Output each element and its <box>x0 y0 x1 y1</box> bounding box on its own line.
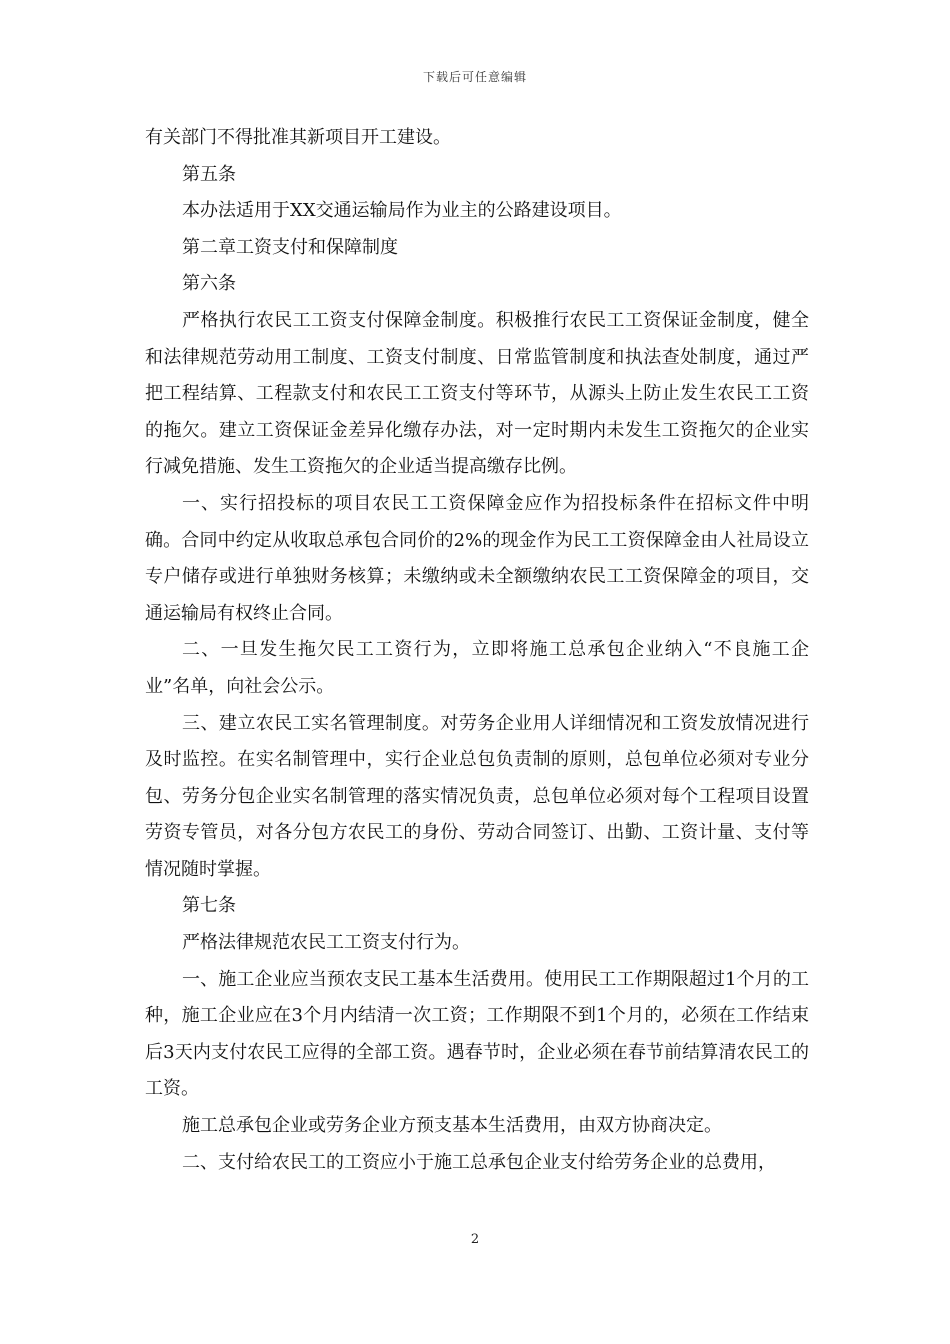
paragraph-payment-behavior: 严格法律规范农民工工资支付行为。 <box>182 932 470 954</box>
paragraph-guarantee-system: 严格执行农民工工资支付保障金制度。积极推行农民工工资保证金制度，健全和法律规范劳动用工制度、工资支付制度、日常监管制度和执法查处制度，通过严把工程结算、工程款支付和农民工工资支付等环节，从源头上防止发生农民工工资的拖欠。建立工资保证金差异化缴存办法，对一定时期内未发生工资拖欠的企业实行减免措施、发生工资拖欠的企业适当提高缴存比例。 <box>145 309 809 478</box>
paragraph-item-2-blacklist: 二、一旦发生拖欠民工工资行为，立即将施工总承包企业纳入“不良施工企业”名单，向社会公示。 <box>145 639 809 697</box>
document-body <box>145 120 809 1181</box>
paragraph-item-1-tender: 一、实行招投标的项目农民工工资保障金应作为招投标条件在招标文件中明确。合同中约定从收取总承包合同价的2%的现金作为民工工资保障金由人社局设立专户储存或进行单独财务核算；未缴纳或未全额缴纳农民工工资保障金的项目，交通运输局有权终止合同。 <box>145 492 809 624</box>
article-5-heading: 第五条 <box>182 163 236 185</box>
page-number: 2 <box>470 1232 480 1247</box>
paragraph-item-2-total-cost: 二、支付给农民工的工资应小于施工总承包企业支付给劳务企业的总费用， <box>182 1151 776 1173</box>
article-6-heading: 第六条 <box>182 273 236 295</box>
paragraph-scope: 本办法适用于XX交通运输局作为业主的公路建设项目。 <box>182 200 622 222</box>
page-header-note: 下载后可任意编辑 <box>422 70 527 84</box>
paragraph-item-3-realname: 三、建立农民工实名管理制度。对劳务企业用人详细情况和工资发放情况进行及时监控。在实名制管理中，实行企业总包负责制的原则，总包单位必须对专业分包、劳务分包企业实名制管理的落实情况负责，总包单位必须对每个工程项目设置劳资专管员，对各分包方农民工的身份、劳动合同签订、出勤、工资计量、支付等情况随时掌握。 <box>145 712 809 880</box>
paragraph-advance-negotiation: 施工总承包企业或劳务企业方预支基本生活费用，由双方协商决定。 <box>182 1115 722 1137</box>
paragraph-continuation: 有关部门不得批准其新项目开工建设。 <box>145 127 451 148</box>
article-7-heading: 第七条 <box>182 895 236 917</box>
paragraph-item-1-living-cost: 一、施工企业应当预农支民工基本生活费用。使用民工工作期限超过1个月的工种，施工企业应在3个月内结清一次工资；工作期限不到1个月的，必须在工作结束后3天内支付农民工应得的全部工资。遇春节时，企业必须在春节前结算清农民工的工资。 <box>145 968 809 1100</box>
chapter-2-heading: 第二章工资支付和保障制度 <box>182 236 398 258</box>
